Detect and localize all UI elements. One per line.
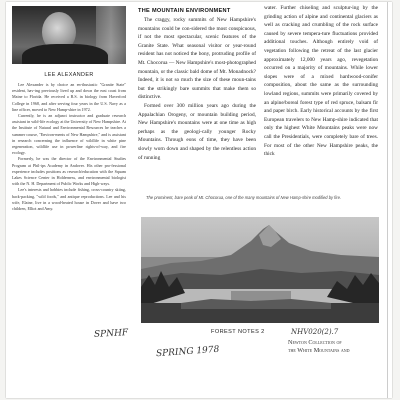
mountain-landscape-photo <box>141 217 379 323</box>
article-heading: THE MOUNTAIN ENVIRONMENT <box>138 8 231 14</box>
bio-paragraph: Lee's interests and hobbies include fishing, cross-country skiing, back-packing, "wild foods," and antique reproductions. Lee and his wife, Elaine, live in a wood-heated house in Dover and have two children, Elliot and Amy. <box>12 187 126 212</box>
article-paragraph: water. Further chiseling and sculptur-ing by the grinding action of alpine and continental glaciers as well as cracking and crumbling of the rock surface caused by severe tempera-ture fluctuations provided additional touches. Although entirely void of vegetation following the retreat of the last glacier approximately 12,000 years ago, revegetation occurred on a majority of mountains. While lower slopes were of a mixed hardwood-conifer composition, about the same as the surrounding lowland regions, summits were primarily covered by an alpine/boreal forest type of red spruce, balsam fir and paper birch. Early historical accounts by the first European travelers to New Hamp-shire indicated that only the highest White Mountains peaks were now call the Presidentials, were completely bare of trees. For most of the other New Hampshire peaks, the thick <box>264 5 378 158</box>
document-page <box>6 2 392 398</box>
portrait-shoulders <box>22 44 108 64</box>
handwritten-catalog-number: NHV020(2).7 <box>291 328 339 336</box>
author-bio <box>12 82 126 212</box>
stamp-line: Newton Collection of <box>288 339 342 346</box>
article-paragraph: Formed over 300 million years ago during the Appalachian Orogeny, or mountain building period, New Hampshire's mountains were at one time as high perhaps as the geologi-cally younger Rocky Mountains. Through eons of time, they have been slowly worn down and shaped by the relentless action of running <box>138 102 256 161</box>
photo-caption: The prominent, bare peak of Mt. Chocorua, one of the many mountains of New Hamp-shire modified by fire. <box>146 195 342 200</box>
page-edge-rule <box>387 2 388 398</box>
handwritten-note-publisher: SPNHF <box>93 328 129 340</box>
bio-paragraph: Lee Alexander is by choice an en-thusiastic "Granite State" resident, hav-ing previously lived up and down the east coast from Maine to Florida. He received a B.S. in biology from Haverford College in 1968, and after serving four years in the U.S. Navy as a line officer, moved to New Hamp-shire in 1972. <box>12 82 126 112</box>
bio-paragraph: Formerly, he was the director of the Environmental Studies Program at Phil-ips Academy in Andover. His other pro-fessional experience includes positions as research/education with the Squam Lakes Science Center in Holderness, and environmental biologist with the N. H. Department of Public Works and High-ways. <box>12 156 126 187</box>
author-name: LEE ALEXANDER <box>44 72 94 78</box>
stamp-line: the White Mountains and <box>288 347 350 354</box>
article-column-1 <box>138 16 256 162</box>
landscape-drawing <box>141 217 379 323</box>
handwritten-note-date: SPRING 1978 <box>155 344 220 360</box>
author-portrait-photo <box>12 6 126 64</box>
bio-paragraph: Currently, he is an adjunct instructor and graduate research assistant in wild-life ecology at the University of New Hampshire. At the Institute of Natural and Environmental Resources he teaches a summer course, "Environ-ments of New Hampshire," and is assistant in research concerning the influence of wildlife in white pine regeneration, wildlife use in powerline rights-of-way, and fire ecology. <box>12 113 126 156</box>
article-column-2 <box>264 4 378 159</box>
collection-stamp <box>288 339 384 355</box>
article-paragraph: The craggy, rocky summits of New Hampshire's mountains could be con-sidered the most conspicuous, if not the most spectacular, scenic features of the Granite State. What seasonal visitor or year-round resident has not noticed the bony, protruding profile of Mt. Chocorua — New Hampshire's most-photographed mountain, or the classic bald dome of Mt. Monadnock? Indeed, it is not so much the size of these moun-tains but the strikingly bare summits that make them so distinctive. <box>138 17 256 101</box>
footer-title: FOREST NOTES 2 <box>211 329 265 335</box>
